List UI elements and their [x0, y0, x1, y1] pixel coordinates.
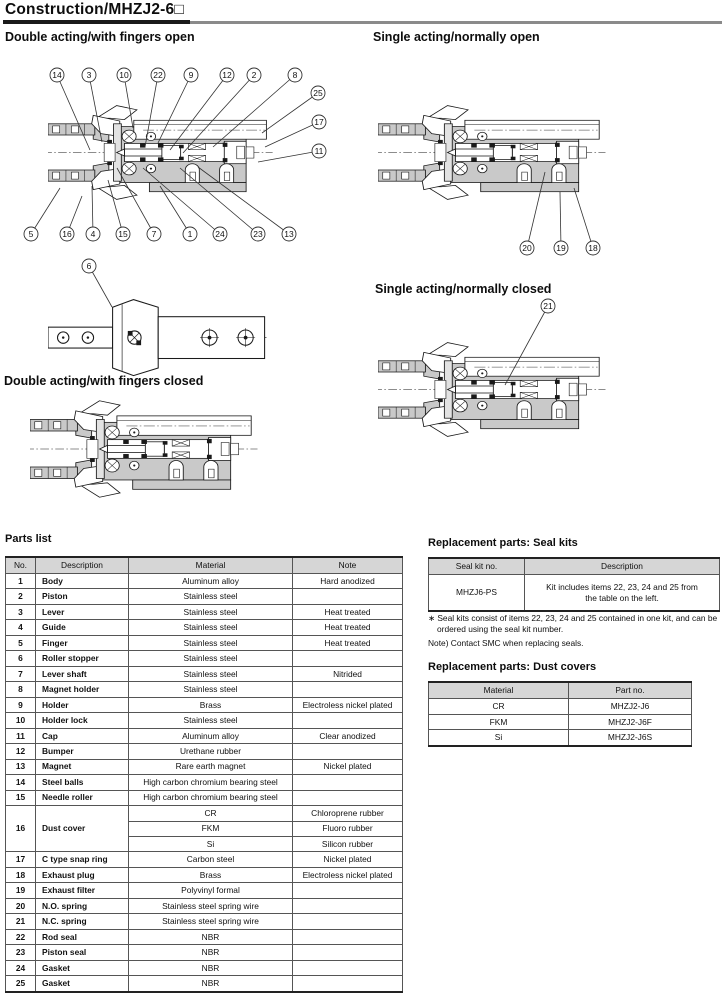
seal-kit-number: MHZJ6-PS	[429, 575, 525, 612]
callout-13	[198, 167, 296, 241]
parts-cell: Needle roller	[36, 790, 129, 805]
diagram-roller-stopper-view	[44, 300, 270, 376]
parts-cell	[293, 651, 403, 666]
parts-cell: High carbon chromium bearing steel	[129, 775, 293, 790]
svg-text:11: 11	[314, 146, 324, 156]
diagram-single-acting-open	[373, 106, 605, 200]
parts-cell: 14	[6, 775, 36, 790]
parts-cell: Electroless nickel plated	[293, 867, 403, 882]
svg-text:25: 25	[313, 88, 323, 98]
parts-cell	[293, 775, 403, 790]
parts-row	[6, 651, 403, 666]
parts-cell: Rod seal	[36, 929, 129, 944]
parts-row	[6, 697, 403, 712]
parts-cell: 21	[6, 914, 36, 929]
parts-cell: Dust cover	[36, 806, 129, 852]
parts-cell: Bumper	[36, 744, 129, 759]
parts-cell: Heat treated	[293, 604, 403, 619]
parts-row	[6, 898, 403, 913]
svg-text:6: 6	[86, 261, 92, 271]
seal-kit-description: Kit includes items 22, 23, 24 and 25 from the table on the left.	[525, 575, 720, 612]
parts-cell: Magnet holder	[36, 682, 129, 697]
parts-cell: 11	[6, 728, 36, 743]
parts-list-table	[5, 556, 403, 993]
col-dust-material: Material	[429, 682, 569, 699]
parts-row	[6, 883, 403, 898]
parts-row	[6, 666, 403, 681]
seal-kits-table	[428, 557, 720, 612]
parts-row	[6, 914, 403, 929]
parts-row	[6, 713, 403, 728]
svg-text:12: 12	[222, 70, 232, 80]
svg-text:18: 18	[588, 243, 598, 253]
dust-covers-heading: Replacement parts: Dust covers	[428, 661, 597, 673]
parts-cell: NBR	[129, 929, 293, 944]
callout-17	[265, 115, 326, 147]
parts-cell: 12	[6, 744, 36, 759]
seal-kits-note: Note) Contact SMC when replacing seals.	[428, 638, 584, 648]
parts-row	[6, 728, 403, 743]
parts-cell: Nickel plated	[293, 759, 403, 774]
parts-cell	[293, 883, 403, 898]
col-no: No.	[6, 557, 36, 574]
parts-cell: 8	[6, 682, 36, 697]
callout-6	[82, 259, 112, 307]
parts-cell: Lever	[36, 604, 129, 619]
parts-cell	[293, 914, 403, 929]
parts-cell: Silicon rubber	[293, 836, 403, 851]
parts-row	[6, 744, 403, 759]
callout-19	[554, 192, 568, 255]
svg-text:3: 3	[86, 70, 92, 80]
dust-cover-cell: FKM	[429, 714, 569, 730]
parts-cell: Stainless steel spring wire	[129, 914, 293, 929]
parts-cell: 24	[6, 960, 36, 975]
col-dust-part-no: Part no.	[569, 682, 692, 699]
parts-cell	[293, 945, 403, 960]
parts-row	[6, 775, 403, 790]
svg-text:8: 8	[292, 70, 298, 80]
parts-cell: NBR	[129, 976, 293, 992]
parts-row	[6, 945, 403, 960]
parts-cell: Stainless steel	[129, 713, 293, 728]
parts-cell: Hard anodized	[293, 574, 403, 589]
parts-cell	[293, 589, 403, 604]
parts-cell: Exhaust plug	[36, 867, 129, 882]
dust-cover-cell: CR	[429, 699, 569, 715]
parts-cell: 16	[6, 806, 36, 852]
svg-text:5: 5	[28, 229, 34, 239]
diagram-single-acting-closed	[373, 343, 605, 437]
parts-row	[6, 604, 403, 619]
dust-cover-cell: MHZJ2-J6	[569, 699, 692, 715]
svg-text:17: 17	[314, 117, 324, 127]
parts-cell: Lever shaft	[36, 666, 129, 681]
parts-cell: Polyvinyl formal	[129, 883, 293, 898]
parts-cell	[293, 744, 403, 759]
col-seal-desc: Description	[525, 558, 720, 575]
parts-cell	[293, 898, 403, 913]
parts-cell: 3	[6, 604, 36, 619]
parts-cell: Stainless steel	[129, 604, 293, 619]
parts-cell: Stainless steel	[129, 651, 293, 666]
parts-row	[6, 790, 403, 805]
parts-cell: N.O. spring	[36, 898, 129, 913]
parts-cell: 15	[6, 790, 36, 805]
parts-cell: High carbon chromium bearing steel	[129, 790, 293, 805]
parts-row	[6, 574, 403, 589]
parts-cell: Finger	[36, 635, 129, 650]
svg-text:1: 1	[187, 229, 193, 239]
parts-cell: 25	[6, 976, 36, 992]
parts-row	[6, 852, 403, 867]
parts-cell: 2	[6, 589, 36, 604]
parts-cell: Roller stopper	[36, 651, 129, 666]
callout-18	[574, 188, 600, 255]
callout-5	[24, 188, 60, 241]
svg-text:2: 2	[251, 70, 257, 80]
diagram-double-acting-closed	[25, 401, 257, 497]
parts-cell: 20	[6, 898, 36, 913]
parts-cell: CR	[129, 806, 293, 821]
parts-cell: Chloroprene rubber	[293, 806, 403, 821]
parts-cell: Steel balls	[36, 775, 129, 790]
seal-kits-heading: Replacement parts: Seal kits	[428, 537, 578, 549]
parts-cell: Gasket	[36, 960, 129, 975]
heading-single-acting-closed: Single acting/normally closed	[375, 282, 552, 296]
parts-cell	[293, 682, 403, 697]
callout-11	[258, 144, 326, 162]
parts-cell: NBR	[129, 945, 293, 960]
parts-list-header-row	[6, 557, 403, 574]
seal-kit-row	[429, 575, 720, 612]
callout-4	[86, 186, 100, 241]
parts-cell: 17	[6, 852, 36, 867]
parts-cell: FKM	[129, 821, 293, 836]
parts-cell: Stainless steel	[129, 620, 293, 635]
diagram-double-acting-open	[43, 106, 272, 200]
parts-cell: 10	[6, 713, 36, 728]
svg-text:22: 22	[153, 70, 163, 80]
svg-text:15: 15	[118, 229, 128, 239]
parts-cell: Stainless steel spring wire	[129, 898, 293, 913]
parts-cell	[293, 960, 403, 975]
parts-cell: 13	[6, 759, 36, 774]
parts-cell	[293, 790, 403, 805]
parts-cell: Holder lock	[36, 713, 129, 728]
parts-row	[6, 976, 403, 992]
parts-cell: Holder	[36, 697, 129, 712]
dust-cover-cell: MHZJ2-J6F	[569, 714, 692, 730]
svg-text:14: 14	[52, 70, 62, 80]
parts-row	[6, 759, 403, 774]
svg-text:13: 13	[284, 229, 294, 239]
parts-cell: Rare earth magnet	[129, 759, 293, 774]
parts-cell: Carbon steel	[129, 852, 293, 867]
parts-cell: Urethane rubber	[129, 744, 293, 759]
heading-single-acting-open: Single acting/normally open	[373, 30, 540, 44]
parts-cell: 6	[6, 651, 36, 666]
page-title: Construction/MHZJ2-6□	[5, 1, 184, 18]
dust-covers-header-row	[429, 682, 692, 699]
parts-cell: NBR	[129, 960, 293, 975]
seal-kits-footnote: ∗ Seal kits consist of items 22, 23, 24 and 25 contained in one kit, and can be ordered using the seal kit number.	[428, 613, 718, 635]
dust-cover-cell: MHZJ2-J6S	[569, 730, 692, 746]
parts-cell: 18	[6, 867, 36, 882]
parts-row	[6, 635, 403, 650]
dust-covers-body	[429, 699, 692, 746]
parts-cell: Gasket	[36, 976, 129, 992]
parts-cell: Body	[36, 574, 129, 589]
col-seal-kit-no: Seal kit no.	[429, 558, 525, 575]
parts-cell: Nitrided	[293, 666, 403, 681]
parts-cell: Fluoro rubber	[293, 821, 403, 836]
parts-cell	[293, 976, 403, 992]
parts-row	[6, 682, 403, 697]
parts-cell: Aluminum alloy	[129, 574, 293, 589]
svg-text:7: 7	[151, 229, 157, 239]
parts-cell	[293, 929, 403, 944]
parts-list-heading: Parts list	[5, 533, 52, 545]
heading-double-acting-closed: Double acting/with fingers closed	[4, 374, 204, 388]
parts-row	[6, 620, 403, 635]
parts-row	[6, 867, 403, 882]
svg-text:23: 23	[253, 229, 263, 239]
parts-cell	[293, 713, 403, 728]
svg-text:16: 16	[62, 229, 72, 239]
parts-cell: C type snap ring	[36, 852, 129, 867]
parts-row	[6, 806, 403, 821]
parts-cell: Stainless steel	[129, 589, 293, 604]
parts-cell: Brass	[129, 697, 293, 712]
parts-cell: Si	[129, 836, 293, 851]
parts-cell: 5	[6, 635, 36, 650]
parts-row	[6, 589, 403, 604]
parts-cell: 9	[6, 697, 36, 712]
parts-cell: Heat treated	[293, 635, 403, 650]
dust-cover-cell: Si	[429, 730, 569, 746]
parts-cell: 19	[6, 883, 36, 898]
col-note: Note	[293, 557, 403, 574]
svg-text:21: 21	[543, 301, 553, 311]
dust-covers-table	[428, 681, 692, 747]
parts-cell: 1	[6, 574, 36, 589]
parts-cell: Piston seal	[36, 945, 129, 960]
parts-cell: Magnet	[36, 759, 129, 774]
parts-cell: Electroless nickel plated	[293, 697, 403, 712]
dust-cover-row	[429, 714, 692, 730]
parts-cell: 23	[6, 945, 36, 960]
seal-kits-header-row	[429, 558, 720, 575]
parts-row	[6, 960, 403, 975]
parts-cell: Nickel plated	[293, 852, 403, 867]
parts-cell: Stainless steel	[129, 635, 293, 650]
col-description: Description	[36, 557, 129, 574]
parts-cell: Stainless steel	[129, 666, 293, 681]
svg-text:10: 10	[119, 70, 129, 80]
svg-text:20: 20	[522, 243, 532, 253]
parts-cell: Piston	[36, 589, 129, 604]
svg-text:19: 19	[556, 243, 566, 253]
parts-cell: 22	[6, 929, 36, 944]
parts-cell: Exhaust filter	[36, 883, 129, 898]
col-material: Material	[129, 557, 293, 574]
svg-text:9: 9	[188, 70, 194, 80]
parts-cell: Cap	[36, 728, 129, 743]
svg-text:24: 24	[215, 229, 225, 239]
svg-text:4: 4	[90, 229, 96, 239]
parts-row	[6, 929, 403, 944]
parts-cell: Guide	[36, 620, 129, 635]
parts-cell: Brass	[129, 867, 293, 882]
parts-cell: 4	[6, 620, 36, 635]
parts-cell: Clear anodized	[293, 728, 403, 743]
callout-1	[160, 186, 197, 241]
parts-cell: Aluminum alloy	[129, 728, 293, 743]
parts-cell: N.C. spring	[36, 914, 129, 929]
heading-double-acting-open: Double acting/with fingers open	[5, 30, 195, 44]
parts-cell: Heat treated	[293, 620, 403, 635]
parts-list-body	[6, 574, 403, 993]
dust-cover-row	[429, 730, 692, 746]
callout-16	[60, 196, 82, 241]
parts-cell: Stainless steel	[129, 682, 293, 697]
parts-cell: 7	[6, 666, 36, 681]
dust-cover-row	[429, 699, 692, 715]
